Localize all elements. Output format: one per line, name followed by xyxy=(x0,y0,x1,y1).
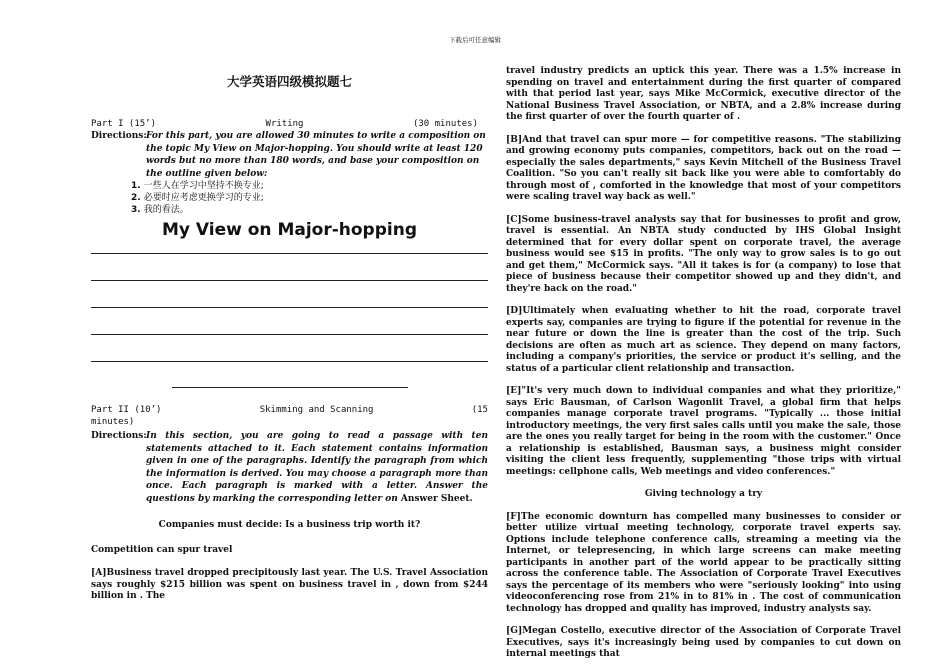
outline-item: 1. 一些人在学习中坚持不换专业; xyxy=(131,181,264,191)
outline-list xyxy=(131,180,488,216)
directions-text: For this part, you are allowed 30 minutes to write a composition on the topic My View on Major-hopping. You should write at least 120 words but no more than 180 words, and base your composition on the outline given below: xyxy=(146,131,486,179)
paragraph-e: [E]"It's very much down to individual companies and what they prioritize," says Eric Bausman, of Carlson Wagonlit Travel, a global firm that helps companies manage corporate travel programs. "Typically ... those initial introductory meetings, the very first sales calls until you make the sale, those are the ones you really target for being in the room with the customer." Once a relationship is established, Bausman says, a business might consider visiting the client less frequently, supplementing "those trips with virtual meetings: cellphone calls, Web meetings and video conferences." xyxy=(506,386,901,477)
directions-label: Directions: xyxy=(91,131,147,141)
passage-title: Companies must decide: Is a business trip worth it? xyxy=(158,520,421,530)
subheading: Competition can spur travel xyxy=(91,545,233,555)
directions-text: In this section, you are going to read a passage with ten statements attached to it. Each statement contains information given in one of the paragraphs. Identify the paragraph from which the information is derived. You may choose a paragraph more than once. Each paragraph is marked with a letter. Answer the questions by marking the corresponding letter on Answer Sheet. xyxy=(146,431,488,504)
part2-time-cont: minutes) xyxy=(91,417,135,427)
paragraph-f: [F]The economic downturn has compelled many businesses to consider or better utilize virtual meeting technology, corporate travel experts say. Options include telephone conference calls, streaming a meeting via the Internet, or telepresencing, in which large screens can make meeting participants in another part of the world appear to be practically sitting across the conference table. The Association of Corporate Travel Executives says the percentage of its members who were "seriously looking" into using videoconferencing rose from 21% in to 81% in . The cost of communication technology has dropped and quality has improved, industry analysts say. xyxy=(506,511,901,614)
directions-label: Directions: xyxy=(91,431,147,441)
part1-directions xyxy=(91,130,488,180)
part1-time: (30 minutes) xyxy=(412,119,478,129)
part1-heading xyxy=(91,118,488,130)
paragraph-a: [A]Business travel dropped precipitously last year. The U.S. Travel Association says roughly $215 billion was spent on business travel in , down from $244 billion in . The xyxy=(91,568,488,601)
paragraph-a-cont: travel industry predicts an uptick this year. There was a 1.5% increase in spending on travel and entertainment during the first quarter of compared with that period last year, says Mike McCormick, executive director of the National Business Travel Association, or NBTA, and a 2.8% increase during the first quarter of over the fourth quarter of . xyxy=(506,66,901,122)
part2-directions xyxy=(91,430,488,505)
right-column xyxy=(506,66,901,672)
outline-item: 3. 我的看法。 xyxy=(131,205,189,215)
paragraph-b: [B]And that travel can spur more — for competitive reasons. "The stabilizing and growing economy puts companies, competitors, back out on the road — especially the sales departments," says Kevin Mitchell of the Business Travel Coalition. "So you can't really sit back like you were able to comfortably do through most of , comforted in the knowledge that most of your competitors were scaling travel way back as well." xyxy=(506,134,901,202)
part2-section: Skimming and Scanning xyxy=(259,405,374,415)
part1-section: Writing xyxy=(265,119,304,129)
subheading: Giving technology a try xyxy=(644,489,763,499)
left-column xyxy=(91,68,488,614)
outline-item: 2. 必要时应考虑更换学习的专业; xyxy=(131,193,264,203)
part2-time: (15 xyxy=(471,405,488,415)
page-header: 下载后可任意编辑 xyxy=(449,36,501,44)
essay-title: My View on Major-hopping xyxy=(161,220,417,240)
part2-label: Part II (10’) xyxy=(91,405,162,415)
part2-heading xyxy=(91,404,488,416)
paragraph-c: [C]Some business-travel analysts say that for businesses to profit and grow, travel is essential. An NBTA study conducted by IHS Global Insight determined that for every dollar spent on corporate travel, the average business would see $15 in profits. "The only way to grow sales is to go out and get them," McCormick says. "All it takes is for (a company) to lose that piece of business because their competitor showed up and they didn't, and they're back on the road." xyxy=(506,214,901,294)
paragraph-d: [D]Ultimately when evaluating whether to hit the road, corporate travel experts say, companies are trying to figure if the potential for revenue in the near future or down the line is greater than the cost of the trip. Such decisions are often as much art as science. They depend on many factors, including a company's priorities, the service or product it's selling, and the status of a particular client relationship and transaction. xyxy=(506,306,901,374)
exam-title: 大学英语四级模拟题七 xyxy=(226,74,352,89)
part1-label: Part I (15’) xyxy=(91,119,157,129)
paragraph-g: [G]Megan Costello, executive director of the Association of Corporate Travel Executives, says it's increasingly being used by companies to cut down on internal meetings that xyxy=(506,626,901,659)
